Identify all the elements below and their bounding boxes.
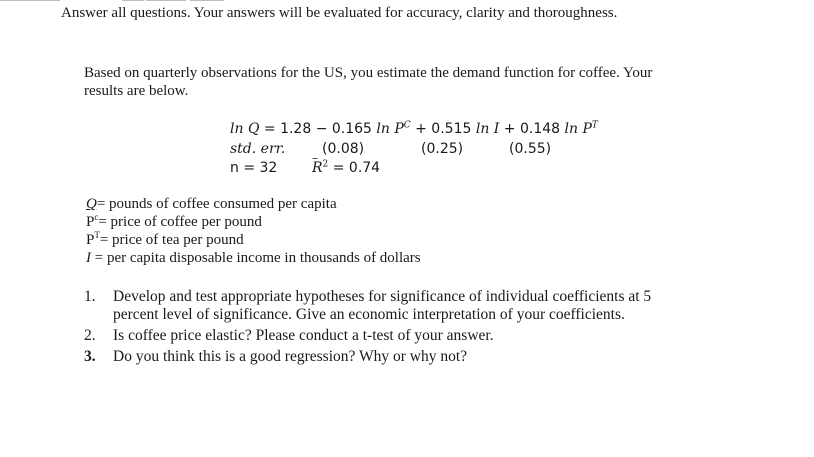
question-3-number: 3. bbox=[84, 348, 96, 365]
def-q-symbol: Q bbox=[86, 196, 97, 212]
def-pc-symbol: P bbox=[86, 214, 95, 230]
eq-coef-2: + 0.515 bbox=[415, 121, 472, 137]
intro-line-1: Based on quarterly observations for the US, you estimate the demand function for coffee. Your bbox=[84, 65, 653, 81]
eq-coef-1: − 0.165 bbox=[315, 121, 372, 137]
definition-pc bbox=[86, 214, 262, 231]
definition-pt bbox=[86, 232, 244, 249]
question-1-line-2: percent level of significance. Give an economic interpretation of your coefficients. bbox=[113, 306, 625, 323]
eq-equals: = bbox=[263, 121, 276, 137]
question-2-text: Is coffee price elastic? Please conduct a t-test of your answer. bbox=[113, 327, 494, 344]
instructions-text: Answer all questions. Your answers will be evaluated for accuracy, clarity and thoroughness. bbox=[61, 5, 618, 21]
definition-q bbox=[86, 196, 337, 213]
question-1-number: 1. bbox=[84, 288, 96, 305]
question-3-text: Do you think this is a good regression? Why or why not? bbox=[113, 348, 468, 365]
eq-var-3: ln P bbox=[564, 121, 592, 137]
def-pt-text: = price of tea per pound bbox=[99, 232, 244, 248]
question-2-number: 2. bbox=[84, 327, 96, 344]
definition-i bbox=[86, 250, 421, 267]
def-i-text: = per capita disposable income in thousands of dollars bbox=[91, 250, 421, 266]
eq-constant: 1.28 bbox=[280, 121, 312, 137]
def-pt-sup: T bbox=[94, 230, 100, 240]
question-2 bbox=[84, 327, 494, 345]
eq-coef-3: + 0.148 bbox=[503, 121, 561, 137]
stderr-label: std. err. bbox=[230, 141, 286, 157]
eq-var-3-sup: T bbox=[591, 120, 598, 131]
stderr-1: (0.08) bbox=[322, 141, 365, 157]
eq-var-1-sup: C bbox=[403, 120, 411, 131]
question-3 bbox=[84, 348, 467, 366]
intro-line-2: results are below. bbox=[84, 83, 189, 99]
adjusted-r-squared bbox=[312, 160, 380, 176]
eq-var-1: ln P bbox=[376, 121, 404, 137]
question-1-line-1: Develop and test appropriate hypotheses for significance of individual coefficients at 5 bbox=[113, 288, 652, 305]
question-1 bbox=[84, 288, 651, 324]
stderr-3: (0.55) bbox=[509, 141, 552, 157]
def-pc-text: = price of coffee per pound bbox=[98, 214, 262, 230]
top-rule bbox=[0, 0, 814, 3]
def-q-text: = pounds of coffee consumed per capita bbox=[96, 196, 337, 212]
eq-var-2: ln I bbox=[475, 121, 500, 137]
sample-size: n = 32 bbox=[230, 160, 278, 176]
def-pt-symbol: P bbox=[86, 232, 95, 248]
def-pc-sup: c bbox=[94, 212, 99, 222]
def-i-symbol: I bbox=[86, 250, 91, 266]
stderr-2: (0.25) bbox=[421, 141, 464, 157]
r-squared-sup: 2 bbox=[322, 159, 329, 170]
r-bar-symbol: – R bbox=[312, 160, 323, 176]
intro-paragraph bbox=[84, 64, 652, 100]
r-squared-value: = 0.74 bbox=[332, 160, 381, 176]
eq-lhs: ln Q bbox=[230, 121, 260, 137]
regression-equation bbox=[230, 121, 598, 137]
